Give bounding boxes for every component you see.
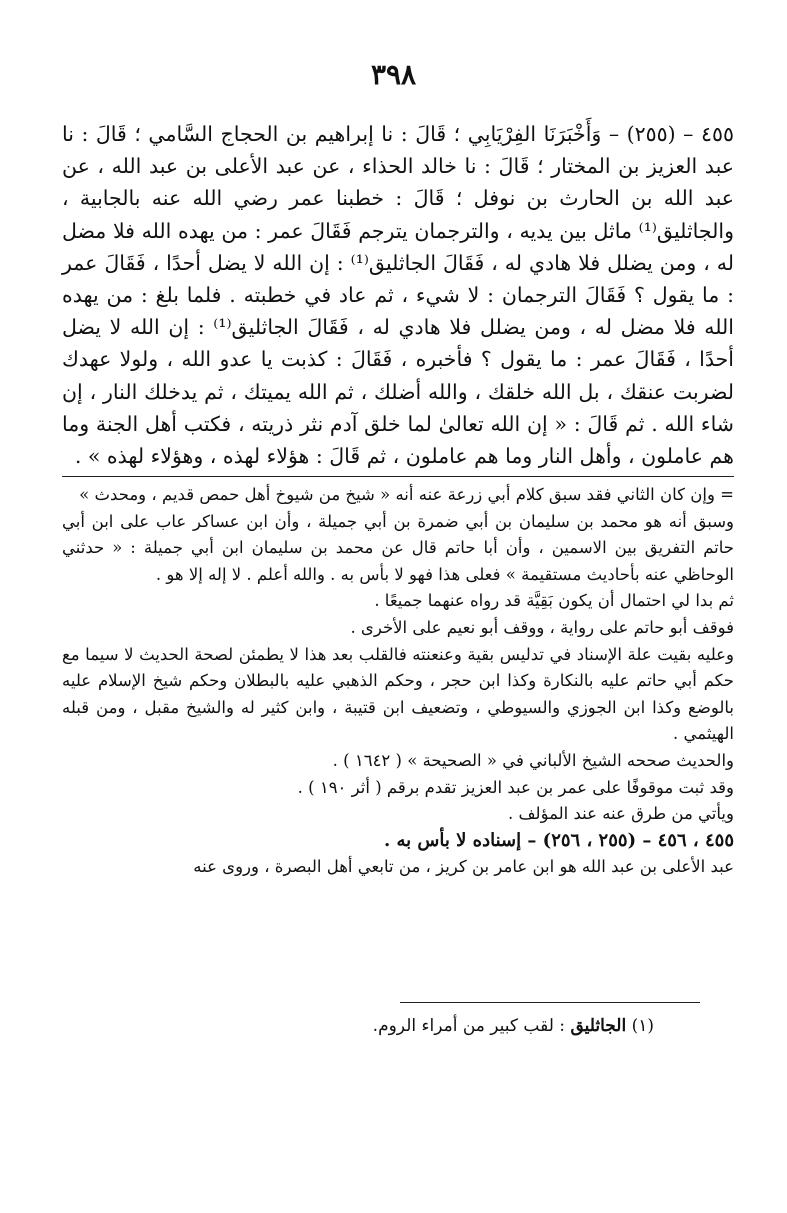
commentary-paragraph: فوقف أبو حاتم على رواية ، ووقف أبو نعيم على الأخرى . bbox=[350, 617, 734, 637]
commentary-paragraph: ثم بدا لي احتمال أن يكون بَقِيَّة قد رواه عنهما جميعًا . bbox=[374, 591, 734, 611]
footnote-marker: (١) bbox=[631, 1016, 654, 1036]
commentary-paragraph: والحديث صححه الشيخ الألباني في « الصحيحة » ( ١٦٤٢ ) . bbox=[332, 750, 734, 770]
commentary-paragraph: وسبق أنه هو محمد بن سليمان بن أبي ضمرة بن أبي جميلة ، وأن ابن عساكر عاب على ابن أبي حاتم التفريق بين الاسمين ، وأن أبا حاتم قال عن محمد بن سليمان ابن أبي جميلة : « حدثني الوحاظي عنه بأحاديث مستقيمة » فعلى هذا فهو لا بأس به . والله أعلم . لا إله إلا هو . bbox=[62, 511, 734, 584]
hadith-text bbox=[62, 118, 734, 472]
footnote bbox=[62, 1012, 654, 1040]
commentary-paragraph: ويأتي من طرق عنه عند المؤلف . bbox=[507, 804, 734, 824]
commentary bbox=[62, 482, 734, 881]
commentary-paragraph: وقد ثبت موقوفًا على عمر بن عبد العزيز تقدم برقم ( أثر ١٩٠ ) . bbox=[297, 777, 734, 797]
commentary-paragraph: عبد الأعلى بن عبد الله هو ابن عامر بن كريز ، من تابعي أهل البصرة ، وروى عنه bbox=[193, 857, 734, 877]
footnote-separator bbox=[400, 1002, 700, 1003]
footnote-term: الجاثليق bbox=[570, 1016, 627, 1036]
hadith-paragraph: ٤٥٥ – (٢٥٥) – وَأَخْبَرَنَا الفِرْيَابِي ؛ قَالَ : نا إبراهيم بن الحجاج السَّامي ؛ قَالَ : نا عبد العزيز بن المختار ؛ قَالَ : نا خالد الحذاء ، عن عبد الأعلى بن عبد الله ، عن عبد الله بن الحارث بن نوفل ؛ قَالَ : خطبنا عمر رضي الله عنه بالجابية ، والجاثليق⁽¹⁾ ماثل بين يديه ، والترجمان يترجم فَقَالَ عمر : من يهده الله فلا مضل له ، ومن يضلل فلا هادي له ، فَقَالَ الجاثليق⁽¹⁾ : إن الله لا يضل أحدًا ، فَقَالَ عمر : ما يقول ؟ فَقَالَ الترجمان : لا شيء ، ثم عاد في خطبته . فلما بلغ : من يهده الله فلا مضل له ، ومن يضلل فلا هادي له ، فَقَالَ الجاثليق⁽¹⁾ : إن الله لا يضل أحدًا ، فَقَالَ عمر : ما يقول ؟ فأخبره ، فَقَالَ : كذبت يا عدو الله ، ولولا عهدك لضربت عنقك ، بل الله خلقك ، والله أضلك ، ثم الله يميتك ، ثم يدخلك النار ، إن شاء الله . ثم قَالَ : « إن الله تعالىٰ لما خلق آدم نثر ذريته ، فكتب أهل الجنة وما هم عاملون ، وأهل النار وما هم عاملون ، ثم قَالَ : هؤلاء لهذه ، وهؤلاء لهذه » . bbox=[62, 122, 734, 469]
notes-separator bbox=[62, 476, 734, 477]
page-number: ٣٩٨ bbox=[370, 58, 417, 91]
commentary-paragraph: = وإن كان الثاني فقد سبق كلام أبي زرعة عنه أنه « شيخ من شيوخ أهل حمص قديم ، ومحدث » bbox=[79, 485, 734, 504]
hadith-grading: ٤٥٥ ، ٤٥٦ – (٢٥٥ ، ٢٥٦) – إسناده لا بأس به . bbox=[383, 829, 734, 851]
footnote-text: : لقب كبير من أمراء الروم. bbox=[372, 1016, 566, 1036]
commentary-paragraph: وعليه بقيت علة الإسناد في تدليس بقية وعنعنته فالقلب بعد هذا لا يطمئن لصحة الحديث لا سيما مع حكم أبي حاتم عليه بالنكارة وكذا ابن حجر ، وحكم الذهبي عليه بالبطلان وحكم شيخ الإسلام عليه بالوضع وكذا ابن الجوزي والسيوطي ، وتضعيف ابن قتيبة ، وابن كثير له والشيخ مقبل ، ومن قبله الهيثمي . bbox=[62, 644, 734, 744]
